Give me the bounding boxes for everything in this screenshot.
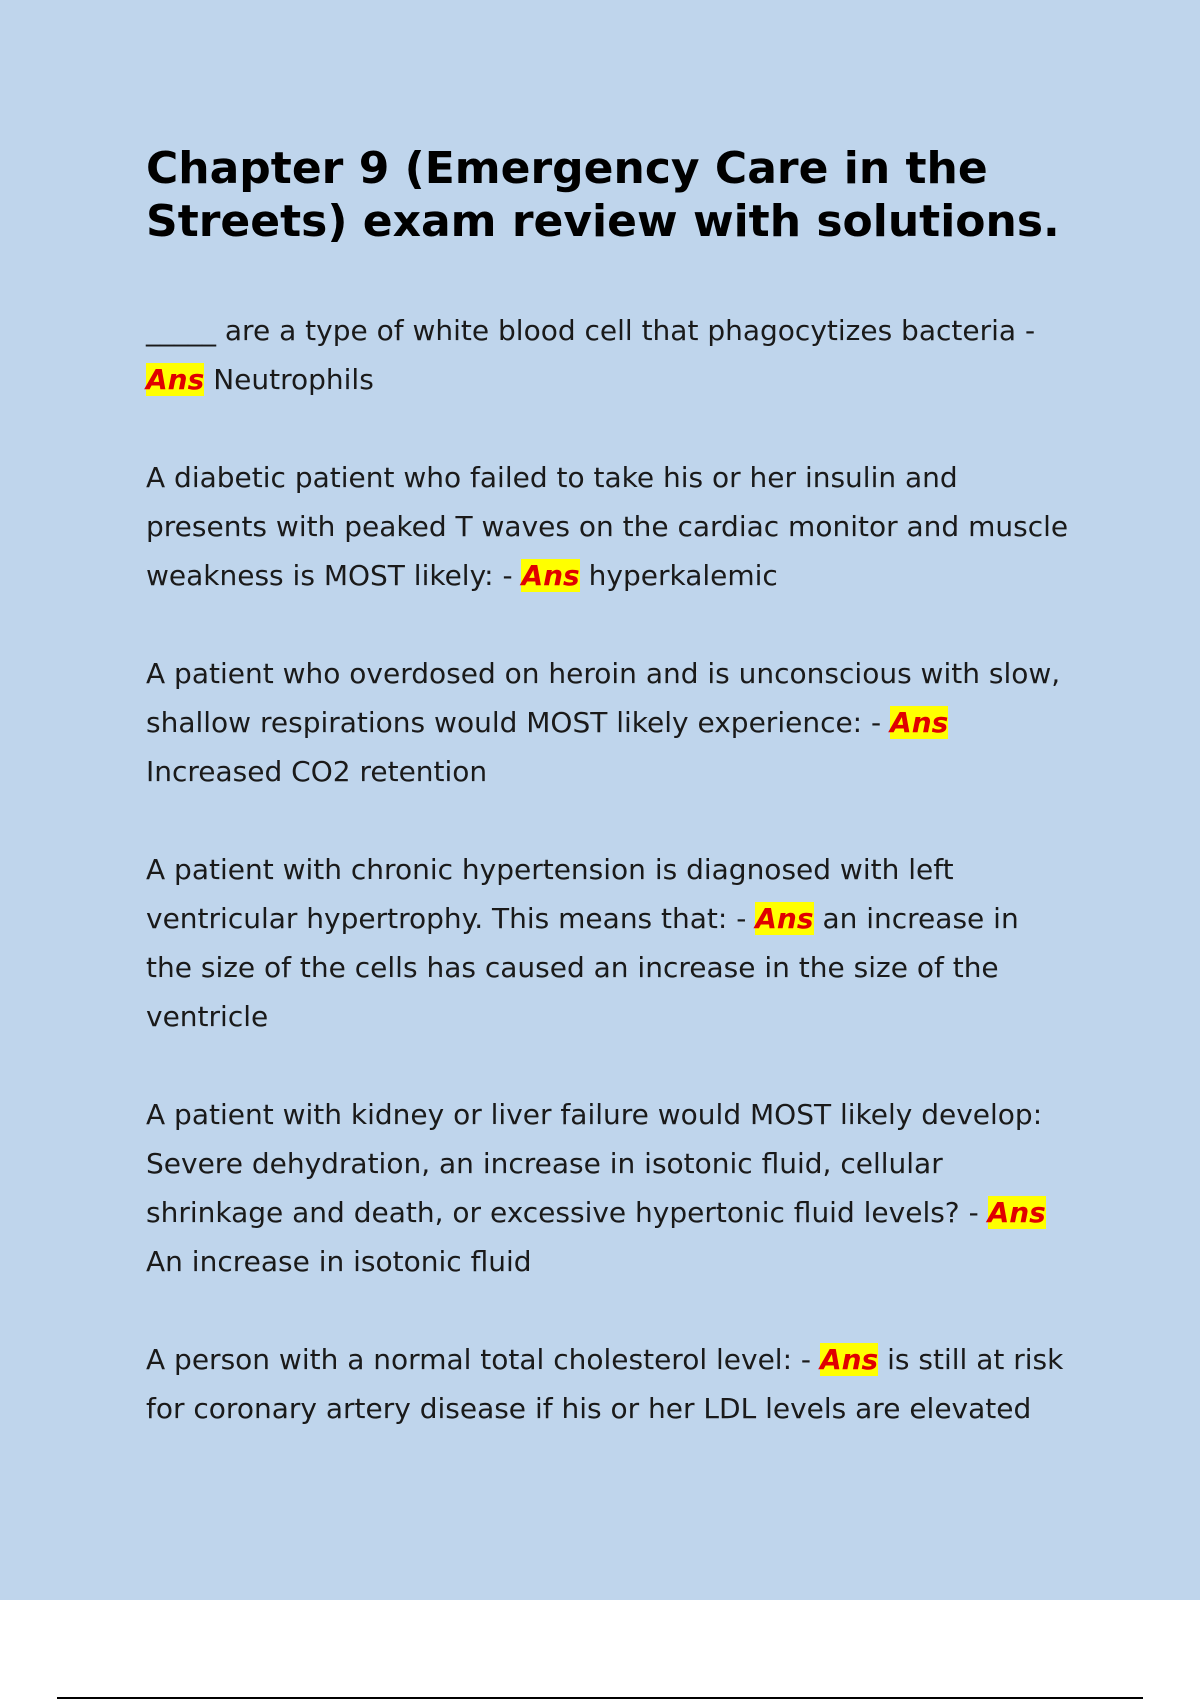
answer-text: an increase in the size of the cells has caused an increase in the size of the ventricle bbox=[146, 902, 1019, 1033]
qa-item bbox=[146, 649, 1070, 796]
answer-text: An increase in isotonic fluid bbox=[146, 1245, 532, 1278]
answer-text: hyperkalemic bbox=[588, 559, 778, 592]
question-text: A person with a normal total cholesterol level: - bbox=[146, 1343, 820, 1376]
qa-item bbox=[146, 845, 1070, 1041]
answer-tag: Ans bbox=[755, 902, 814, 935]
question-text: _____ are a type of white blood cell that phagocytizes bacteria - bbox=[146, 314, 1036, 347]
qa-item bbox=[146, 306, 1070, 404]
answer-text: Neutrophils bbox=[213, 363, 374, 396]
document-title: Chapter 9 (Emergency Care in the Streets) exam review with solutions. bbox=[146, 143, 1060, 247]
answer-tag: Ans bbox=[987, 1196, 1046, 1229]
answer-text: Increased CO2 retention bbox=[146, 755, 488, 788]
answer-tag: Ans bbox=[521, 559, 580, 592]
qa-item bbox=[146, 1335, 1070, 1433]
answer-tag: Ans bbox=[146, 363, 205, 396]
question-text: A diabetic patient who failed to take his or her insulin and presents with peaked T waves on the cardiac monitor and muscle weakness is MOST likely: - bbox=[146, 461, 1069, 592]
answer-text: is still at risk for coronary artery disease if his or her LDL levels are elevated bbox=[146, 1343, 1064, 1425]
qa-item bbox=[146, 1090, 1070, 1286]
question-text: A patient with kidney or liver failure would MOST likely develop: Severe dehydration, an increase in isotonic fluid, cellular shrinkage and death, or excessive hypertonic fluid levels? - bbox=[146, 1098, 1043, 1229]
question-text: A patient with chronic hypertension is diagnosed with left ventricular hypertrophy. This means that: - bbox=[146, 853, 954, 935]
answer-tag: Ans bbox=[890, 706, 949, 739]
answer-tag: Ans bbox=[819, 1343, 879, 1376]
footer-divider bbox=[57, 1697, 1143, 1699]
question-text: A patient who overdosed on heroin and is unconscious with slow, shallow respirations would MOST likely experience: - bbox=[146, 657, 1061, 739]
qa-list bbox=[146, 306, 1070, 1433]
qa-item bbox=[146, 453, 1070, 600]
